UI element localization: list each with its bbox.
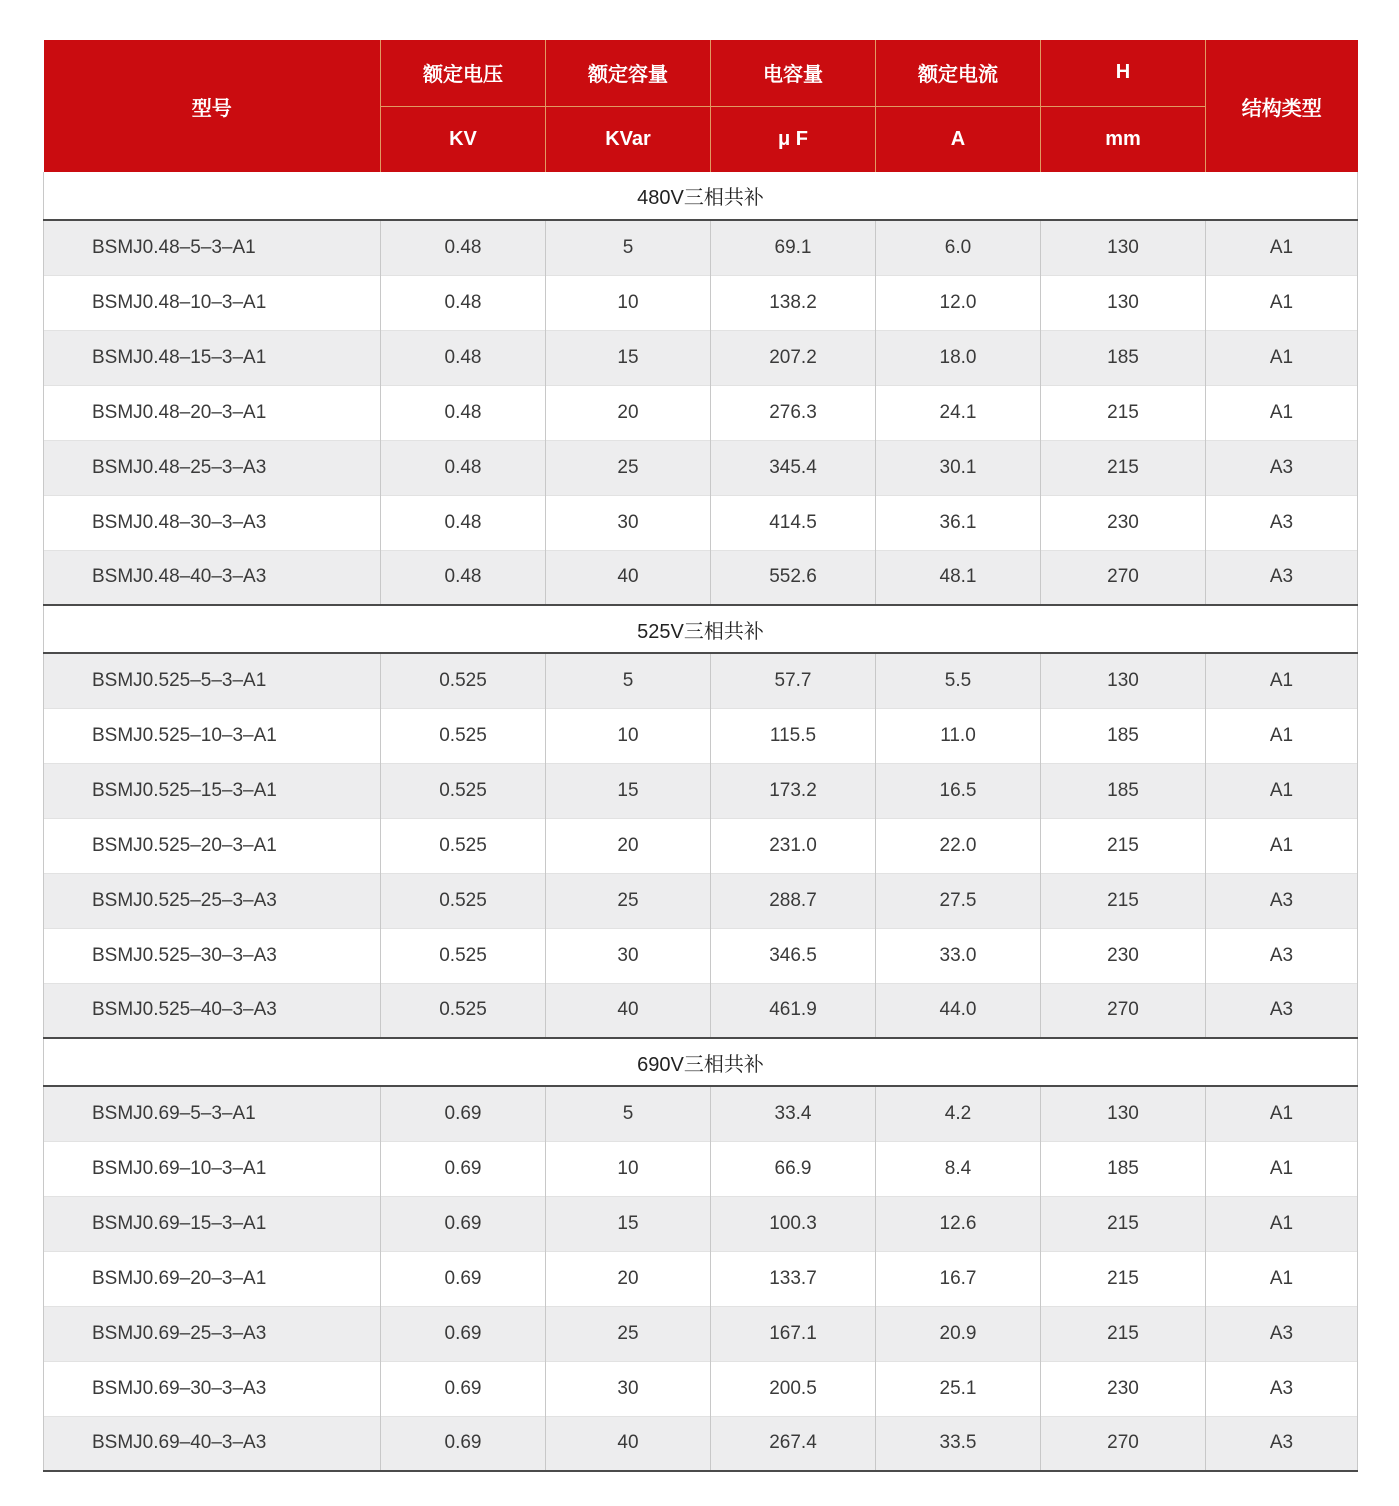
table-row (44, 495, 1358, 550)
cell-model: BSMJ0.48–20–3–A1 (44, 385, 381, 440)
table-body (44, 172, 1358, 1471)
cell-rated-current: 24.1 (876, 385, 1041, 440)
header-model: 型号 (44, 40, 381, 172)
cell-capacitance: 276.3 (711, 385, 876, 440)
cell-structure-type: A1 (1206, 708, 1358, 763)
table-row (44, 983, 1358, 1038)
cell-rated-voltage: 0.48 (381, 550, 546, 605)
cell-rated-current: 25.1 (876, 1361, 1041, 1416)
table-row (44, 818, 1358, 873)
table-row (44, 928, 1358, 983)
cell-structure-type: A1 (1206, 653, 1358, 708)
table-row (44, 220, 1358, 275)
table-row (44, 1086, 1358, 1141)
cell-rated-current: 30.1 (876, 440, 1041, 495)
cell-height: 230 (1041, 1361, 1206, 1416)
cell-rated-capacity: 40 (546, 1416, 711, 1471)
cell-structure-type: A1 (1206, 1251, 1358, 1306)
cell-capacitance: 461.9 (711, 983, 876, 1038)
cell-model: BSMJ0.48–40–3–A3 (44, 550, 381, 605)
cell-structure-type: A3 (1206, 440, 1358, 495)
cell-height: 230 (1041, 928, 1206, 983)
cell-model: BSMJ0.525–25–3–A3 (44, 873, 381, 928)
cell-rated-voltage: 0.69 (381, 1086, 546, 1141)
cell-height: 215 (1041, 873, 1206, 928)
cell-capacitance: 346.5 (711, 928, 876, 983)
cell-rated-current: 4.2 (876, 1086, 1041, 1141)
section-title: 525V三相共补 (44, 605, 1358, 653)
table-row (44, 1306, 1358, 1361)
cell-rated-current: 6.0 (876, 220, 1041, 275)
cell-structure-type: A1 (1206, 1086, 1358, 1141)
cell-capacitance: 552.6 (711, 550, 876, 605)
cell-rated-voltage: 0.48 (381, 495, 546, 550)
cell-rated-voltage: 0.48 (381, 220, 546, 275)
cell-model: BSMJ0.525–10–3–A1 (44, 708, 381, 763)
cell-structure-type: A1 (1206, 330, 1358, 385)
cell-model: BSMJ0.48–30–3–A3 (44, 495, 381, 550)
cell-model: BSMJ0.525–5–3–A1 (44, 653, 381, 708)
cell-capacitance: 345.4 (711, 440, 876, 495)
cell-structure-type: A3 (1206, 928, 1358, 983)
table-row (44, 1196, 1358, 1251)
cell-rated-current: 33.5 (876, 1416, 1041, 1471)
cell-rated-voltage: 0.525 (381, 983, 546, 1038)
cell-capacitance: 57.7 (711, 653, 876, 708)
header-unit-kv: KV (381, 106, 546, 172)
cell-structure-type: A3 (1206, 1306, 1358, 1361)
cell-height: 130 (1041, 220, 1206, 275)
header-capacitance: 电容量 (711, 40, 876, 106)
cell-structure-type: A3 (1206, 1416, 1358, 1471)
cell-height: 215 (1041, 1196, 1206, 1251)
cell-rated-capacity: 5 (546, 220, 711, 275)
table-row (44, 1361, 1358, 1416)
cell-capacitance: 133.7 (711, 1251, 876, 1306)
cell-model: BSMJ0.69–5–3–A1 (44, 1086, 381, 1141)
cell-rated-capacity: 5 (546, 1086, 711, 1141)
cell-rated-voltage: 0.69 (381, 1416, 546, 1471)
table-row (44, 708, 1358, 763)
cell-model: BSMJ0.69–20–3–A1 (44, 1251, 381, 1306)
cell-height: 215 (1041, 1306, 1206, 1361)
cell-rated-capacity: 10 (546, 275, 711, 330)
cell-capacitance: 173.2 (711, 763, 876, 818)
cell-rated-current: 20.9 (876, 1306, 1041, 1361)
cell-rated-capacity: 15 (546, 330, 711, 385)
cell-model: BSMJ0.48–5–3–A1 (44, 220, 381, 275)
cell-model: BSMJ0.525–30–3–A3 (44, 928, 381, 983)
section-title: 480V三相共补 (44, 172, 1358, 220)
cell-structure-type: A3 (1206, 983, 1358, 1038)
cell-structure-type: A1 (1206, 220, 1358, 275)
header-unit-mm: mm (1041, 106, 1206, 172)
cell-height: 230 (1041, 495, 1206, 550)
cell-height: 130 (1041, 653, 1206, 708)
cell-height: 130 (1041, 1086, 1206, 1141)
header-structure-type: 结构类型 (1206, 40, 1358, 172)
cell-height: 185 (1041, 330, 1206, 385)
cell-height: 130 (1041, 275, 1206, 330)
section-title: 690V三相共补 (44, 1038, 1358, 1086)
cell-rated-current: 12.6 (876, 1196, 1041, 1251)
cell-model: BSMJ0.48–15–3–A1 (44, 330, 381, 385)
table-row (44, 873, 1358, 928)
cell-capacitance: 167.1 (711, 1306, 876, 1361)
cell-rated-capacity: 5 (546, 653, 711, 708)
cell-rated-capacity: 10 (546, 708, 711, 763)
cell-height: 270 (1041, 983, 1206, 1038)
cell-rated-voltage: 0.48 (381, 440, 546, 495)
table-row (44, 330, 1358, 385)
cell-rated-current: 33.0 (876, 928, 1041, 983)
cell-height: 185 (1041, 708, 1206, 763)
cell-rated-current: 48.1 (876, 550, 1041, 605)
cell-rated-current: 44.0 (876, 983, 1041, 1038)
cell-rated-capacity: 40 (546, 550, 711, 605)
cell-rated-capacity: 10 (546, 1141, 711, 1196)
cell-rated-capacity: 30 (546, 928, 711, 983)
header-group-row (44, 40, 1358, 106)
cell-model: BSMJ0.69–30–3–A3 (44, 1361, 381, 1416)
table-row (44, 1416, 1358, 1471)
cell-rated-current: 5.5 (876, 653, 1041, 708)
cell-rated-capacity: 15 (546, 763, 711, 818)
spec-table (43, 40, 1358, 1472)
cell-rated-voltage: 0.525 (381, 653, 546, 708)
cell-height: 215 (1041, 818, 1206, 873)
cell-model: BSMJ0.525–20–3–A1 (44, 818, 381, 873)
table-row (44, 440, 1358, 495)
cell-capacitance: 69.1 (711, 220, 876, 275)
cell-rated-voltage: 0.48 (381, 385, 546, 440)
cell-capacitance: 207.2 (711, 330, 876, 385)
header-rated-capacity: 额定容量 (546, 40, 711, 106)
cell-structure-type: A1 (1206, 1141, 1358, 1196)
cell-structure-type: A1 (1206, 763, 1358, 818)
cell-structure-type: A3 (1206, 873, 1358, 928)
cell-rated-current: 22.0 (876, 818, 1041, 873)
section-title-row (44, 605, 1358, 653)
cell-model: BSMJ0.48–10–3–A1 (44, 275, 381, 330)
cell-rated-current: 16.5 (876, 763, 1041, 818)
table-row (44, 385, 1358, 440)
cell-rated-current: 36.1 (876, 495, 1041, 550)
cell-rated-current: 18.0 (876, 330, 1041, 385)
cell-capacitance: 414.5 (711, 495, 876, 550)
header-unit-uf: μ F (711, 106, 876, 172)
cell-rated-voltage: 0.525 (381, 928, 546, 983)
cell-rated-voltage: 0.48 (381, 330, 546, 385)
cell-height: 185 (1041, 1141, 1206, 1196)
cell-structure-type: A3 (1206, 550, 1358, 605)
table-row (44, 1141, 1358, 1196)
cell-height: 185 (1041, 763, 1206, 818)
header-height: H (1041, 40, 1206, 106)
cell-height: 215 (1041, 385, 1206, 440)
cell-structure-type: A1 (1206, 385, 1358, 440)
table-row (44, 763, 1358, 818)
cell-rated-capacity: 15 (546, 1196, 711, 1251)
cell-rated-voltage: 0.48 (381, 275, 546, 330)
cell-rated-current: 11.0 (876, 708, 1041, 763)
cell-rated-voltage: 0.69 (381, 1196, 546, 1251)
cell-rated-voltage: 0.525 (381, 818, 546, 873)
cell-rated-current: 27.5 (876, 873, 1041, 928)
cell-model: BSMJ0.69–15–3–A1 (44, 1196, 381, 1251)
cell-capacitance: 115.5 (711, 708, 876, 763)
table-row (44, 653, 1358, 708)
cell-rated-capacity: 40 (546, 983, 711, 1038)
cell-rated-capacity: 25 (546, 1306, 711, 1361)
cell-capacitance: 33.4 (711, 1086, 876, 1141)
cell-rated-capacity: 30 (546, 1361, 711, 1416)
cell-rated-capacity: 20 (546, 1251, 711, 1306)
cell-rated-voltage: 0.69 (381, 1306, 546, 1361)
cell-rated-current: 8.4 (876, 1141, 1041, 1196)
table-row (44, 275, 1358, 330)
cell-height: 270 (1041, 1416, 1206, 1471)
table-row (44, 550, 1358, 605)
cell-capacitance: 66.9 (711, 1141, 876, 1196)
header-rated-current: 额定电流 (876, 40, 1041, 106)
cell-rated-capacity: 20 (546, 385, 711, 440)
cell-rated-capacity: 25 (546, 440, 711, 495)
cell-structure-type: A3 (1206, 1361, 1358, 1416)
cell-rated-voltage: 0.69 (381, 1361, 546, 1416)
cell-height: 215 (1041, 1251, 1206, 1306)
cell-rated-capacity: 25 (546, 873, 711, 928)
cell-structure-type: A1 (1206, 1196, 1358, 1251)
cell-capacitance: 100.3 (711, 1196, 876, 1251)
section-title-row (44, 172, 1358, 220)
cell-height: 215 (1041, 440, 1206, 495)
cell-capacitance: 288.7 (711, 873, 876, 928)
cell-capacitance: 267.4 (711, 1416, 876, 1471)
cell-model: BSMJ0.525–40–3–A3 (44, 983, 381, 1038)
cell-model: BSMJ0.69–40–3–A3 (44, 1416, 381, 1471)
cell-model: BSMJ0.525–15–3–A1 (44, 763, 381, 818)
cell-model: BSMJ0.69–25–3–A3 (44, 1306, 381, 1361)
cell-rated-capacity: 30 (546, 495, 711, 550)
cell-rated-voltage: 0.525 (381, 873, 546, 928)
cell-rated-voltage: 0.69 (381, 1141, 546, 1196)
cell-capacitance: 200.5 (711, 1361, 876, 1416)
cell-rated-current: 12.0 (876, 275, 1041, 330)
cell-rated-current: 16.7 (876, 1251, 1041, 1306)
header-unit-a: A (876, 106, 1041, 172)
table-row (44, 1251, 1358, 1306)
cell-capacitance: 138.2 (711, 275, 876, 330)
cell-rated-voltage: 0.69 (381, 1251, 546, 1306)
cell-rated-voltage: 0.525 (381, 763, 546, 818)
cell-capacitance: 231.0 (711, 818, 876, 873)
cell-height: 270 (1041, 550, 1206, 605)
cell-model: BSMJ0.69–10–3–A1 (44, 1141, 381, 1196)
cell-rated-voltage: 0.525 (381, 708, 546, 763)
cell-structure-type: A1 (1206, 818, 1358, 873)
cell-rated-capacity: 20 (546, 818, 711, 873)
header-rated-voltage: 额定电压 (381, 40, 546, 106)
table-header (44, 40, 1358, 172)
section-title-row (44, 1038, 1358, 1086)
cell-structure-type: A1 (1206, 275, 1358, 330)
cell-model: BSMJ0.48–25–3–A3 (44, 440, 381, 495)
header-unit-kvar: KVar (546, 106, 711, 172)
cell-structure-type: A3 (1206, 495, 1358, 550)
